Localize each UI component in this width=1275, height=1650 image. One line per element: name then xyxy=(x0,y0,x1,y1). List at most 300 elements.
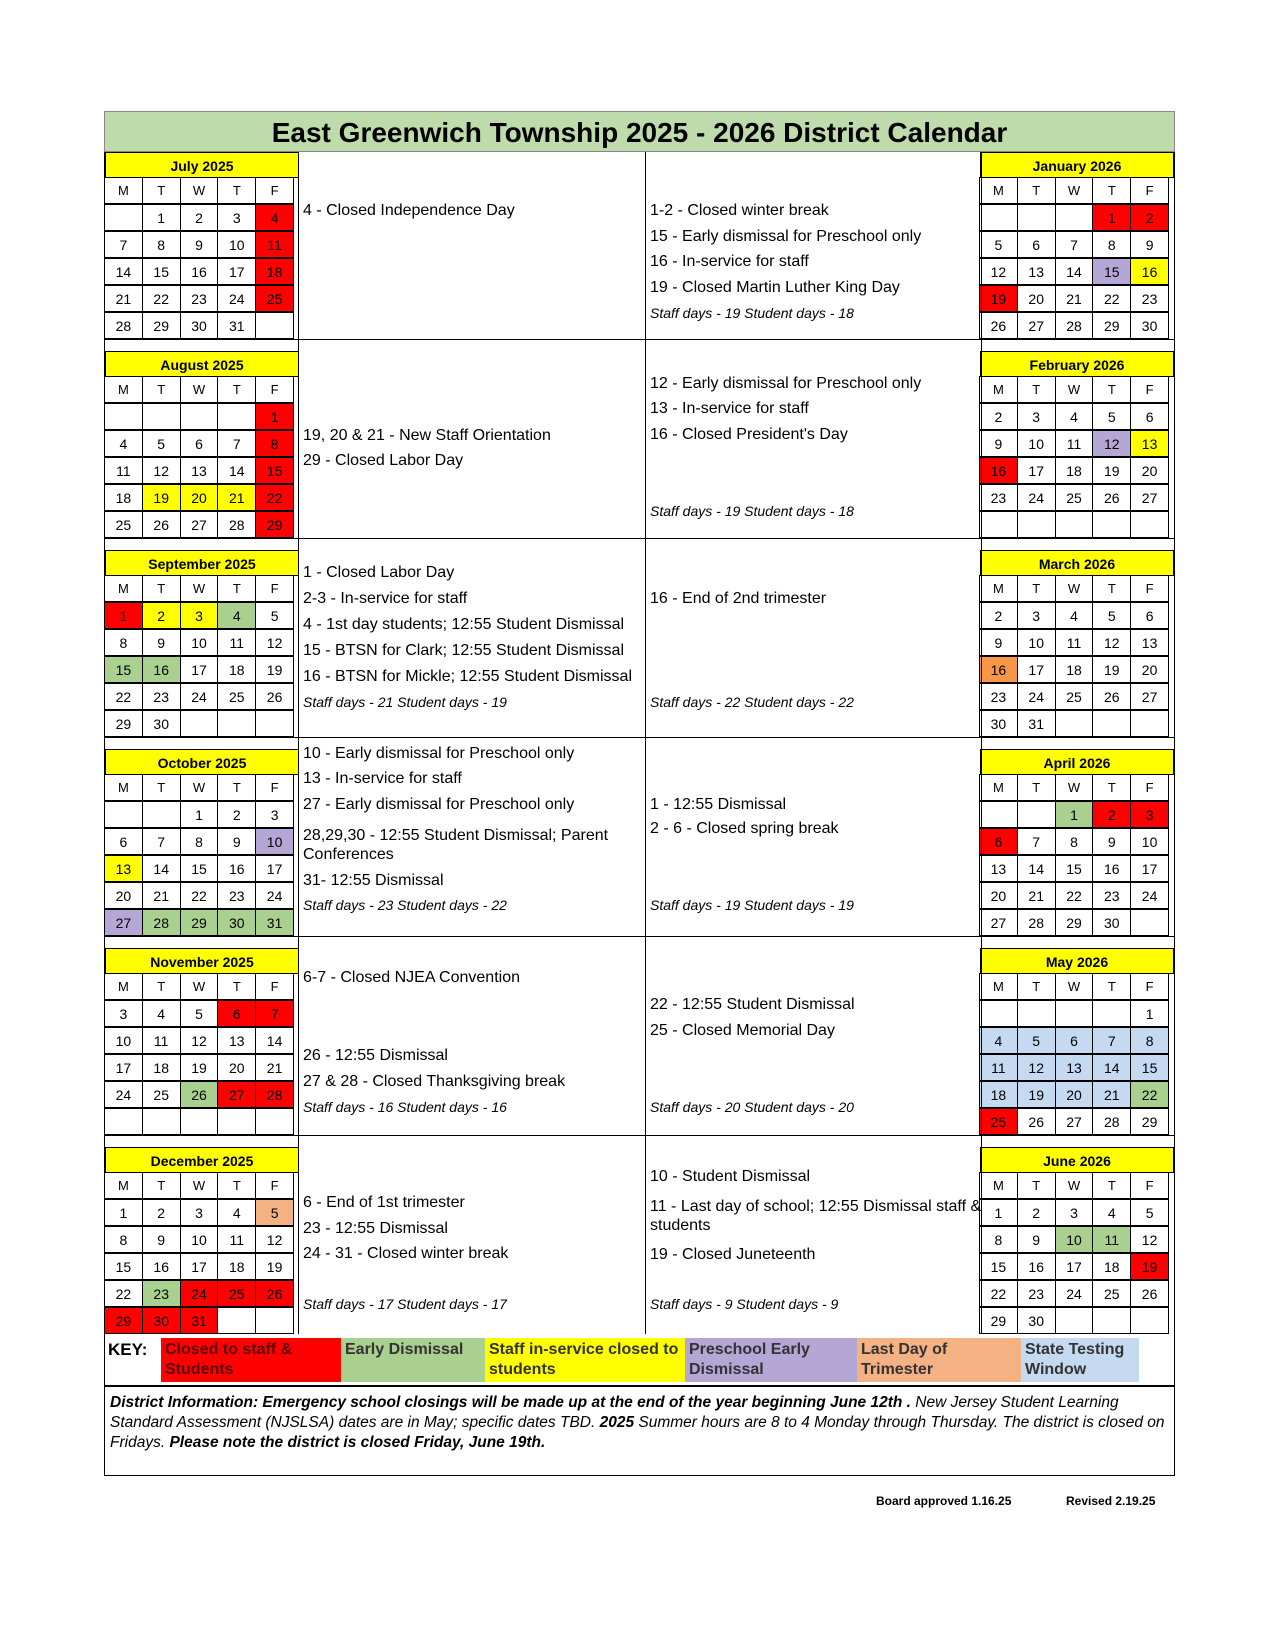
weekday-header: T xyxy=(1017,575,1056,602)
day-cell: 12 xyxy=(255,1226,294,1253)
revised-date: Revised 2.19.25 xyxy=(1066,1494,1156,1508)
day-cell: 18 xyxy=(104,484,143,511)
day-cell: 14 xyxy=(217,457,256,484)
day-cell: 10 xyxy=(180,1226,219,1253)
day-cell xyxy=(255,1108,294,1135)
day-cell: 26 xyxy=(1130,1280,1169,1307)
week-row xyxy=(105,630,299,657)
weekday-header: F xyxy=(255,1172,294,1199)
day-cell: 6 xyxy=(180,430,219,457)
notes-left xyxy=(298,351,645,538)
week-row xyxy=(980,856,1174,883)
month-name: October 2025 xyxy=(105,749,299,775)
week-row xyxy=(980,802,1174,829)
day-cell: 26 xyxy=(255,683,294,710)
day-cell: 18 xyxy=(1055,656,1094,683)
day-cell: 8 xyxy=(104,629,143,656)
day-cell: 26 xyxy=(1092,683,1131,710)
day-cell: 23 xyxy=(1092,882,1131,909)
month-right xyxy=(980,749,1174,937)
row-separator xyxy=(104,1135,1175,1147)
week-row xyxy=(980,404,1174,431)
weekday-header: T xyxy=(217,376,256,403)
note-line: 12 - Early dismissal for Preschool only xyxy=(650,375,922,392)
day-cell: 20 xyxy=(1017,285,1056,312)
day-cell: 24 xyxy=(1017,484,1056,511)
day-cell: 29 xyxy=(180,909,219,936)
day-cell: 22 xyxy=(142,285,181,312)
day-cell: 28 xyxy=(104,312,143,339)
day-cell: 10 xyxy=(217,231,256,258)
month-row xyxy=(104,948,1175,1135)
day-cell: 16 xyxy=(979,457,1018,484)
day-cell: 12 xyxy=(1017,1054,1056,1081)
day-cell: 11 xyxy=(104,457,143,484)
month-row xyxy=(104,152,1175,339)
day-cell: 23 xyxy=(1130,285,1169,312)
day-cell: 28 xyxy=(142,909,181,936)
weekday-header: F xyxy=(255,177,294,204)
day-cell: 15 xyxy=(979,1253,1018,1280)
column-divider xyxy=(645,1136,646,1147)
day-cell: 24 xyxy=(104,1081,143,1108)
day-cell: 24 xyxy=(1130,882,1169,909)
day-cell: 21 xyxy=(1017,882,1056,909)
day-cell: 5 xyxy=(180,1000,219,1027)
day-cell: 16 xyxy=(180,258,219,285)
week-row xyxy=(980,1254,1174,1281)
day-cell xyxy=(104,1108,143,1135)
weekday-header-row xyxy=(980,576,1174,603)
day-cell: 19 xyxy=(979,285,1018,312)
week-row xyxy=(980,910,1174,937)
day-cell: 26 xyxy=(1017,1108,1056,1135)
day-cell: 24 xyxy=(1055,1280,1094,1307)
day-cell: 29 xyxy=(142,312,181,339)
notes-right xyxy=(645,550,981,737)
key-early-dismissal xyxy=(341,1338,485,1382)
weekday-header: T xyxy=(142,376,181,403)
day-cell: 15 xyxy=(1055,855,1094,882)
day-cell: 27 xyxy=(180,511,219,538)
day-cell xyxy=(142,801,181,828)
week-row xyxy=(980,1200,1174,1227)
day-cell: 25 xyxy=(217,683,256,710)
day-cell: 16 xyxy=(142,656,181,683)
day-cell: 10 xyxy=(180,629,219,656)
weekday-header: T xyxy=(217,973,256,1000)
day-cell xyxy=(217,403,256,430)
day-cell: 2 xyxy=(979,602,1018,629)
day-cell: 30 xyxy=(142,1307,181,1334)
note-line: 11 - Last day of school; 12:55 Dismissal staff & students xyxy=(650,1198,982,1234)
day-cell: 1 xyxy=(104,602,143,629)
weekday-header: W xyxy=(1055,973,1094,1000)
weekday-header: W xyxy=(180,1172,219,1199)
day-cell: 31 xyxy=(180,1307,219,1334)
day-cell: 4 xyxy=(104,430,143,457)
day-cell: 7 xyxy=(1055,231,1094,258)
day-cell: 30 xyxy=(142,710,181,737)
day-cell: 11 xyxy=(142,1027,181,1054)
weekday-header: T xyxy=(142,1172,181,1199)
day-cell: 27 xyxy=(1130,484,1169,511)
column-divider xyxy=(981,539,982,550)
day-cell: 4 xyxy=(217,1199,256,1226)
note-line: Staff days - 20 Student days - 20 xyxy=(650,1099,854,1115)
weekday-header: T xyxy=(1017,774,1056,801)
week-row xyxy=(980,630,1174,657)
day-cell: 14 xyxy=(1017,855,1056,882)
note-line: 19, 20 & 21 - New Staff Orientation xyxy=(303,427,551,444)
week-row xyxy=(105,802,299,829)
note-line: Staff days - 9 Student days - 9 xyxy=(650,1296,839,1312)
note-line: 10 - Early dismissal for Preschool only xyxy=(303,745,575,762)
month-name: November 2025 xyxy=(105,948,299,974)
weekday-header: F xyxy=(1130,575,1169,602)
day-cell: 21 xyxy=(1055,285,1094,312)
weekday-header: T xyxy=(1092,575,1131,602)
day-cell: 19 xyxy=(1092,656,1131,683)
info-emergency: District Information: Emergency school closings will be made up at the end of the year beginning June 12th . xyxy=(110,1394,911,1411)
weekday-header: F xyxy=(255,973,294,1000)
day-cell: 7 xyxy=(217,430,256,457)
weekday-header: T xyxy=(1092,376,1131,403)
day-cell: 22 xyxy=(104,1280,143,1307)
day-cell: 7 xyxy=(142,828,181,855)
day-cell: 14 xyxy=(104,258,143,285)
day-cell: 18 xyxy=(979,1081,1018,1108)
day-cell: 9 xyxy=(979,629,1018,656)
day-cell: 6 xyxy=(1130,602,1169,629)
day-cell xyxy=(1055,511,1094,538)
note-line: Staff days - 16 Student days - 16 xyxy=(303,1099,507,1115)
day-cell: 20 xyxy=(979,882,1018,909)
month-left xyxy=(105,749,299,937)
note-line: 13 - In-service for staff xyxy=(303,770,462,787)
day-cell: 22 xyxy=(104,683,143,710)
note-line: 28,29,30 - 12:55 Student Dismissal; Parent Conferences xyxy=(303,827,609,863)
day-cell: 30 xyxy=(180,312,219,339)
day-cell: 3 xyxy=(104,1000,143,1027)
notes-left xyxy=(298,948,645,1135)
column-divider xyxy=(981,550,982,737)
note-line: 4 - Closed Independence Day xyxy=(303,202,515,219)
weekday-header-row xyxy=(105,377,299,404)
note-line: 6 - End of 1st trimester xyxy=(303,1194,465,1211)
note-line: 6-7 - Closed NJEA Convention xyxy=(303,969,520,986)
day-cell: 19 xyxy=(1130,1253,1169,1280)
day-cell: 13 xyxy=(104,855,143,882)
day-cell: 24 xyxy=(217,285,256,312)
day-cell: 21 xyxy=(1092,1081,1131,1108)
note-line: 1-2 - Closed winter break xyxy=(650,202,829,219)
month-left xyxy=(105,351,299,539)
month-right xyxy=(980,1147,1174,1335)
day-cell: 2 xyxy=(142,1199,181,1226)
day-cell: 30 xyxy=(1092,909,1131,936)
notes-right xyxy=(645,152,981,339)
day-cell: 17 xyxy=(104,1054,143,1081)
weekday-header: T xyxy=(1017,1172,1056,1199)
week-row xyxy=(980,1281,1174,1308)
note-line: 31- 12:55 Dismissal xyxy=(303,872,444,889)
day-cell: 18 xyxy=(1092,1253,1131,1280)
month-name: August 2025 xyxy=(105,351,299,377)
day-cell: 30 xyxy=(1017,1307,1056,1334)
month-row xyxy=(104,1147,1175,1334)
note-line: 15 - BTSN for Clark; 12:55 Student Dismissal xyxy=(303,642,625,659)
day-cell: 8 xyxy=(979,1226,1018,1253)
day-cell: 12 xyxy=(142,457,181,484)
day-cell: 23 xyxy=(979,683,1018,710)
day-cell xyxy=(1130,909,1169,936)
day-cell: 25 xyxy=(217,1280,256,1307)
key-early-label: Early Dismissal xyxy=(345,1341,464,1358)
day-cell: 16 xyxy=(1017,1253,1056,1280)
day-cell: 26 xyxy=(1092,484,1131,511)
day-cell xyxy=(979,511,1018,538)
note-line: 2-3 - In-service for staff xyxy=(303,590,468,607)
day-cell: 8 xyxy=(1092,231,1131,258)
note-line: 24 - 31 - Closed winter break xyxy=(303,1245,509,1262)
day-cell: 28 xyxy=(1092,1108,1131,1135)
day-cell: 20 xyxy=(217,1054,256,1081)
day-cell: 12 xyxy=(180,1027,219,1054)
month-row xyxy=(104,550,1175,737)
weekday-header: M xyxy=(979,177,1018,204)
day-cell: 16 xyxy=(217,855,256,882)
day-cell: 2 xyxy=(217,801,256,828)
day-cell xyxy=(217,710,256,737)
day-cell: 17 xyxy=(217,258,256,285)
notes-right xyxy=(645,749,981,936)
day-cell: 6 xyxy=(217,1000,256,1027)
week-row xyxy=(980,711,1174,738)
day-cell: 10 xyxy=(1130,828,1169,855)
weekday-header: M xyxy=(979,1172,1018,1199)
day-cell: 29 xyxy=(104,710,143,737)
day-cell: 23 xyxy=(142,683,181,710)
calendar-page xyxy=(104,111,1175,1476)
day-cell: 25 xyxy=(142,1081,181,1108)
day-cell: 28 xyxy=(217,511,256,538)
day-cell: 13 xyxy=(979,855,1018,882)
month-right xyxy=(980,550,1174,738)
weekday-header: T xyxy=(1092,973,1131,1000)
day-cell: 4 xyxy=(255,204,294,231)
week-row xyxy=(105,829,299,856)
column-divider xyxy=(645,937,646,948)
weekday-header: W xyxy=(180,973,219,1000)
day-cell: 5 xyxy=(255,1199,294,1226)
district-information xyxy=(104,1386,1175,1476)
day-cell: 28 xyxy=(255,1081,294,1108)
month-name: July 2025 xyxy=(105,152,299,178)
month-name: March 2026 xyxy=(980,550,1174,576)
day-cell: 24 xyxy=(255,882,294,909)
week-row xyxy=(980,458,1174,485)
day-cell xyxy=(1130,710,1169,737)
day-cell: 5 xyxy=(1130,1199,1169,1226)
day-cell: 11 xyxy=(217,629,256,656)
week-row xyxy=(105,910,299,937)
day-cell: 11 xyxy=(1055,629,1094,656)
day-cell: 1 xyxy=(1055,801,1094,828)
weekday-header: T xyxy=(1017,973,1056,1000)
day-cell: 3 xyxy=(1130,801,1169,828)
weekday-header: M xyxy=(104,774,143,801)
weekday-header: M xyxy=(979,575,1018,602)
day-cell: 2 xyxy=(979,403,1018,430)
notes-right xyxy=(645,1147,981,1334)
week-row xyxy=(105,205,299,232)
weekday-header-row xyxy=(105,775,299,802)
week-row xyxy=(105,458,299,485)
day-cell: 6 xyxy=(1055,1027,1094,1054)
week-row xyxy=(105,404,299,431)
notes-left xyxy=(298,550,645,737)
week-row xyxy=(980,485,1174,512)
info-njslsa: New Jersey Student Learning Standard Assessment (NJSLSA) dates are in May; specific dates TBD. xyxy=(110,1394,1119,1431)
day-cell: 23 xyxy=(180,285,219,312)
day-cell: 10 xyxy=(1017,430,1056,457)
info-closed-note: Please note the district is closed Friday, June 19th. xyxy=(169,1434,546,1451)
note-line: Staff days - 19 Student days - 19 xyxy=(650,897,854,913)
day-cell: 28 xyxy=(1017,909,1056,936)
key-testing-label: State Testing Window xyxy=(1025,1341,1125,1378)
note-line: 2 - 6 - Closed spring break xyxy=(650,820,839,837)
note-line: 19 - Closed Martin Luther King Day xyxy=(650,279,900,296)
column-divider xyxy=(981,1136,982,1147)
weekday-header: T xyxy=(217,774,256,801)
board-approved: Board approved 1.16.25 xyxy=(876,1494,1012,1508)
weekday-header: W xyxy=(180,774,219,801)
weekday-header: M xyxy=(979,774,1018,801)
week-row xyxy=(105,684,299,711)
week-row xyxy=(105,1308,299,1335)
day-cell: 17 xyxy=(180,656,219,683)
day-cell: 7 xyxy=(255,1000,294,1027)
weekday-header: M xyxy=(104,973,143,1000)
column-divider xyxy=(981,749,982,936)
day-cell: 23 xyxy=(142,1280,181,1307)
day-cell: 8 xyxy=(142,231,181,258)
day-cell: 5 xyxy=(1017,1027,1056,1054)
day-cell: 24 xyxy=(180,683,219,710)
note-line: 29 - Closed Labor Day xyxy=(303,452,464,469)
day-cell: 5 xyxy=(1092,602,1131,629)
day-cell: 20 xyxy=(1130,457,1169,484)
day-cell xyxy=(104,204,143,231)
key-inservice xyxy=(485,1338,685,1382)
day-cell: 18 xyxy=(217,656,256,683)
week-row xyxy=(105,512,299,539)
day-cell: 20 xyxy=(1055,1081,1094,1108)
day-cell: 15 xyxy=(1092,258,1131,285)
day-cell: 6 xyxy=(979,828,1018,855)
week-row xyxy=(980,1308,1174,1335)
day-cell: 17 xyxy=(255,855,294,882)
day-cell xyxy=(1017,511,1056,538)
month-left xyxy=(105,948,299,1136)
week-row xyxy=(105,485,299,512)
notes-left xyxy=(298,745,645,936)
column-divider xyxy=(298,1136,299,1147)
day-cell: 13 xyxy=(1130,629,1169,656)
day-cell: 22 xyxy=(979,1280,1018,1307)
day-cell: 5 xyxy=(255,602,294,629)
note-line: Staff days - 19 Student days - 18 xyxy=(650,503,854,519)
note-line: 16 - In-service for staff xyxy=(650,253,809,270)
page-title: East Greenwich Township 2025 - 2026 District Calendar xyxy=(104,111,1175,152)
day-cell: 14 xyxy=(142,855,181,882)
day-cell xyxy=(1130,511,1169,538)
day-cell: 3 xyxy=(180,1199,219,1226)
month-left xyxy=(105,152,299,340)
day-cell xyxy=(217,1108,256,1135)
day-cell: 17 xyxy=(1017,656,1056,683)
column-divider xyxy=(981,351,982,538)
note-line: 16 - End of 2nd trimester xyxy=(650,590,827,607)
day-cell: 3 xyxy=(217,204,256,231)
week-row xyxy=(980,829,1174,856)
key-lastday-label: Last Day of Trimester xyxy=(861,1341,948,1378)
row-separator xyxy=(104,339,1175,351)
weekday-header-row xyxy=(980,1173,1174,1200)
day-cell: 3 xyxy=(1055,1199,1094,1226)
day-cell: 12 xyxy=(1130,1226,1169,1253)
note-line: 22 - 12:55 Student Dismissal xyxy=(650,996,855,1013)
week-row xyxy=(105,1028,299,1055)
day-cell: 18 xyxy=(255,258,294,285)
day-cell: 8 xyxy=(104,1226,143,1253)
day-cell: 25 xyxy=(255,285,294,312)
day-cell: 27 xyxy=(217,1081,256,1108)
weekday-header-row xyxy=(980,178,1174,205)
calendar-rows xyxy=(104,152,1175,1334)
day-cell: 15 xyxy=(255,457,294,484)
notes-left xyxy=(298,152,645,339)
day-cell: 8 xyxy=(1130,1027,1169,1054)
week-row xyxy=(105,1254,299,1281)
day-cell: 4 xyxy=(217,602,256,629)
day-cell: 19 xyxy=(1092,457,1131,484)
week-row xyxy=(105,431,299,458)
day-cell: 5 xyxy=(1092,403,1131,430)
column-divider xyxy=(645,539,646,550)
day-cell xyxy=(180,403,219,430)
column-divider xyxy=(981,152,982,339)
day-cell xyxy=(1092,511,1131,538)
weekday-header: F xyxy=(1130,973,1169,1000)
day-cell: 8 xyxy=(1055,828,1094,855)
day-cell xyxy=(1055,1000,1094,1027)
day-cell: 8 xyxy=(255,430,294,457)
day-cell: 2 xyxy=(1130,204,1169,231)
weekday-header-row xyxy=(105,974,299,1001)
weekday-header: M xyxy=(979,376,1018,403)
day-cell: 27 xyxy=(1055,1108,1094,1135)
note-line: 13 - In-service for staff xyxy=(650,400,809,417)
day-cell: 22 xyxy=(180,882,219,909)
day-cell: 15 xyxy=(104,656,143,683)
day-cell: 16 xyxy=(142,1253,181,1280)
day-cell: 13 xyxy=(180,457,219,484)
day-cell: 15 xyxy=(180,855,219,882)
day-cell: 11 xyxy=(979,1054,1018,1081)
key-inservice-label: Staff in-service closed to students xyxy=(489,1341,679,1378)
